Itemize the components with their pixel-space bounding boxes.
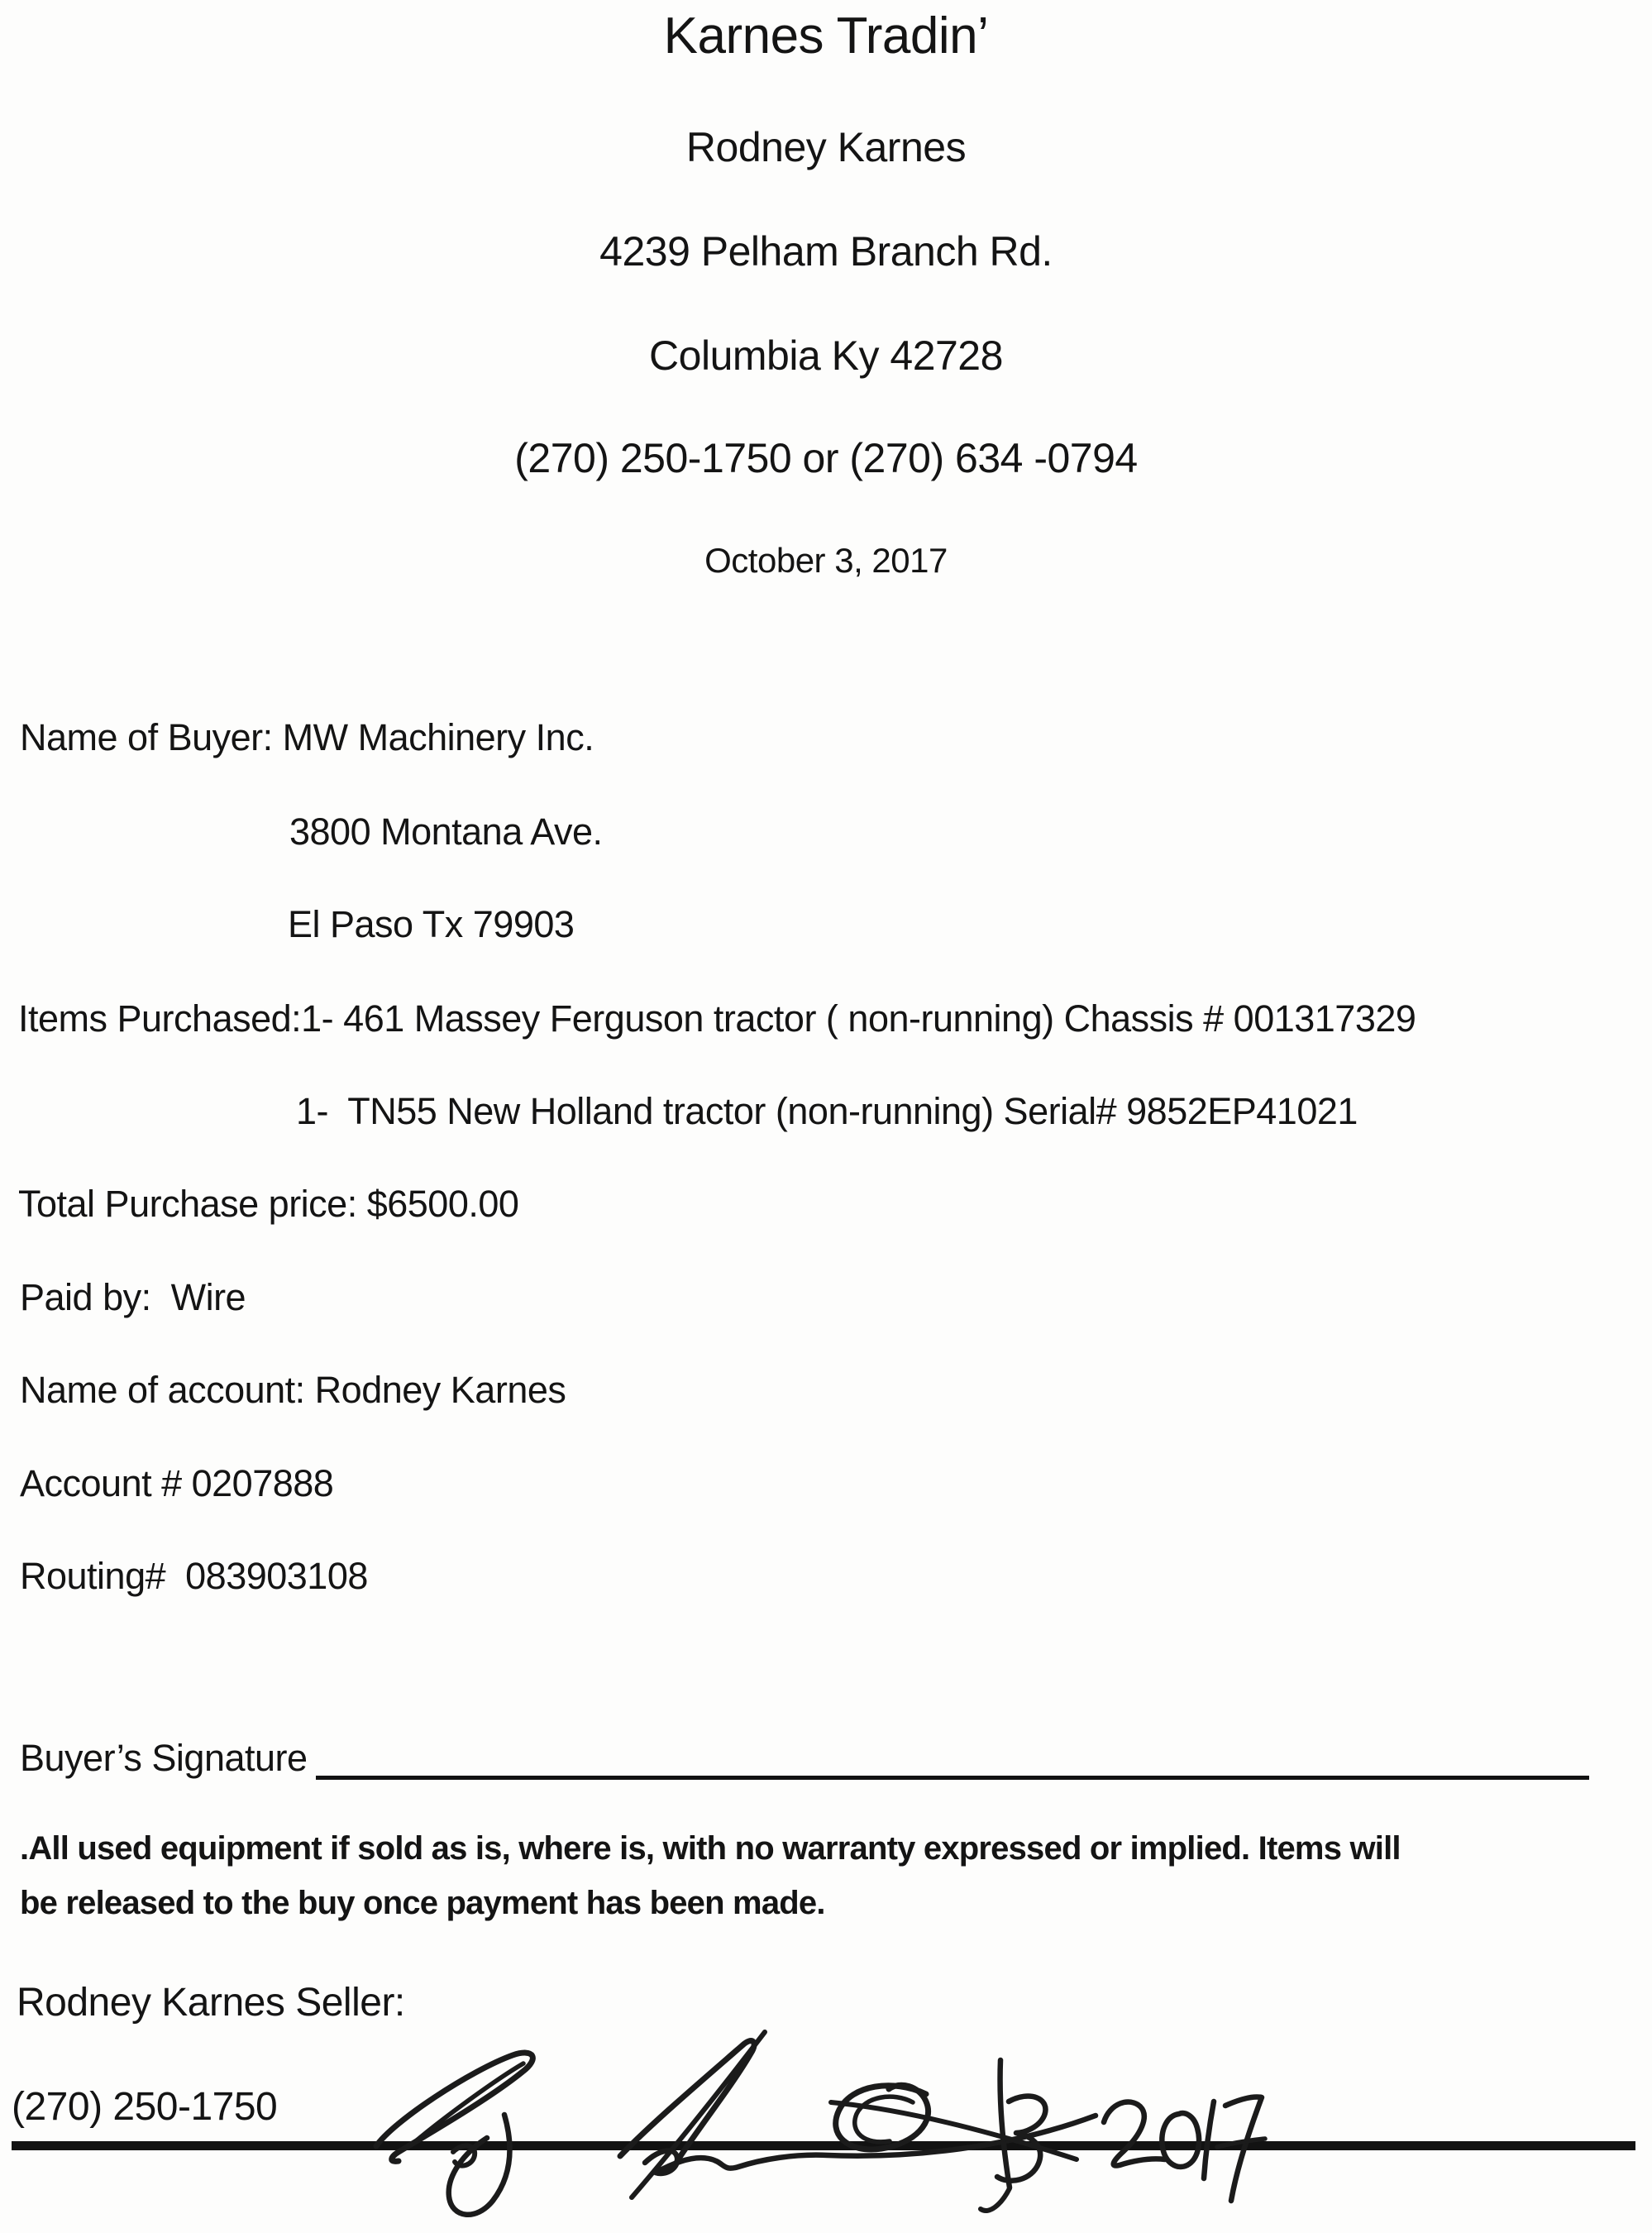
seller-signature-label: Rodney Karnes Seller:	[17, 1981, 405, 2025]
routing-number-line: Routing# 083903108	[20, 1555, 368, 1597]
paid-by-line: Paid by: Wire	[20, 1276, 246, 1318]
seller-address: 4239 Pelham Branch Rd.	[599, 228, 1053, 275]
items-purchased-line-2: 1- TN55 New Holland tractor (non-running) Serial# 9852EP41021	[296, 1090, 1358, 1132]
seller-signature-handwriting	[347, 2022, 1273, 2233]
account-number-line: Account # 0207888	[20, 1462, 334, 1504]
seller-city-state-zip: Columbia Ky 42728	[649, 332, 1003, 379]
seller-name: Rodney Karnes	[685, 124, 967, 170]
document-date: October 3, 2017	[704, 541, 948, 580]
buyer-address-line: 3800 Montana Ave.	[289, 810, 603, 853]
buyer-name-line: Name of Buyer: MW Machinery Inc.	[20, 716, 594, 758]
total-purchase-price: Total Purchase price: $6500.00	[18, 1183, 519, 1225]
buyer-signature-label: Buyer’s Signature	[20, 1737, 308, 1779]
seller-phone-bottom: (270) 250-1750	[12, 2085, 278, 2129]
document-title: Karnes Tradin’	[663, 7, 989, 65]
buyer-city-line: El Paso Tx 79903	[288, 903, 575, 945]
seller-phone-numbers: (270) 250-1750 or (270) 634 -0794	[514, 435, 1138, 481]
account-name-line: Name of account: Rodney Karnes	[20, 1369, 566, 1411]
disclaimer-line-1: .All used equipment if sold as is, where is, with no warranty expressed or implied. Items will	[20, 1830, 1401, 1867]
buyer-signature-blank-line	[316, 1776, 1589, 1780]
items-purchased-line-1: Items Purchased:1- 461 Massey Ferguson tractor ( non-running) Chassis # 001317329	[18, 997, 1416, 1040]
disclaimer-line-2: be released to the buy once payment has been made.	[20, 1885, 825, 1921]
